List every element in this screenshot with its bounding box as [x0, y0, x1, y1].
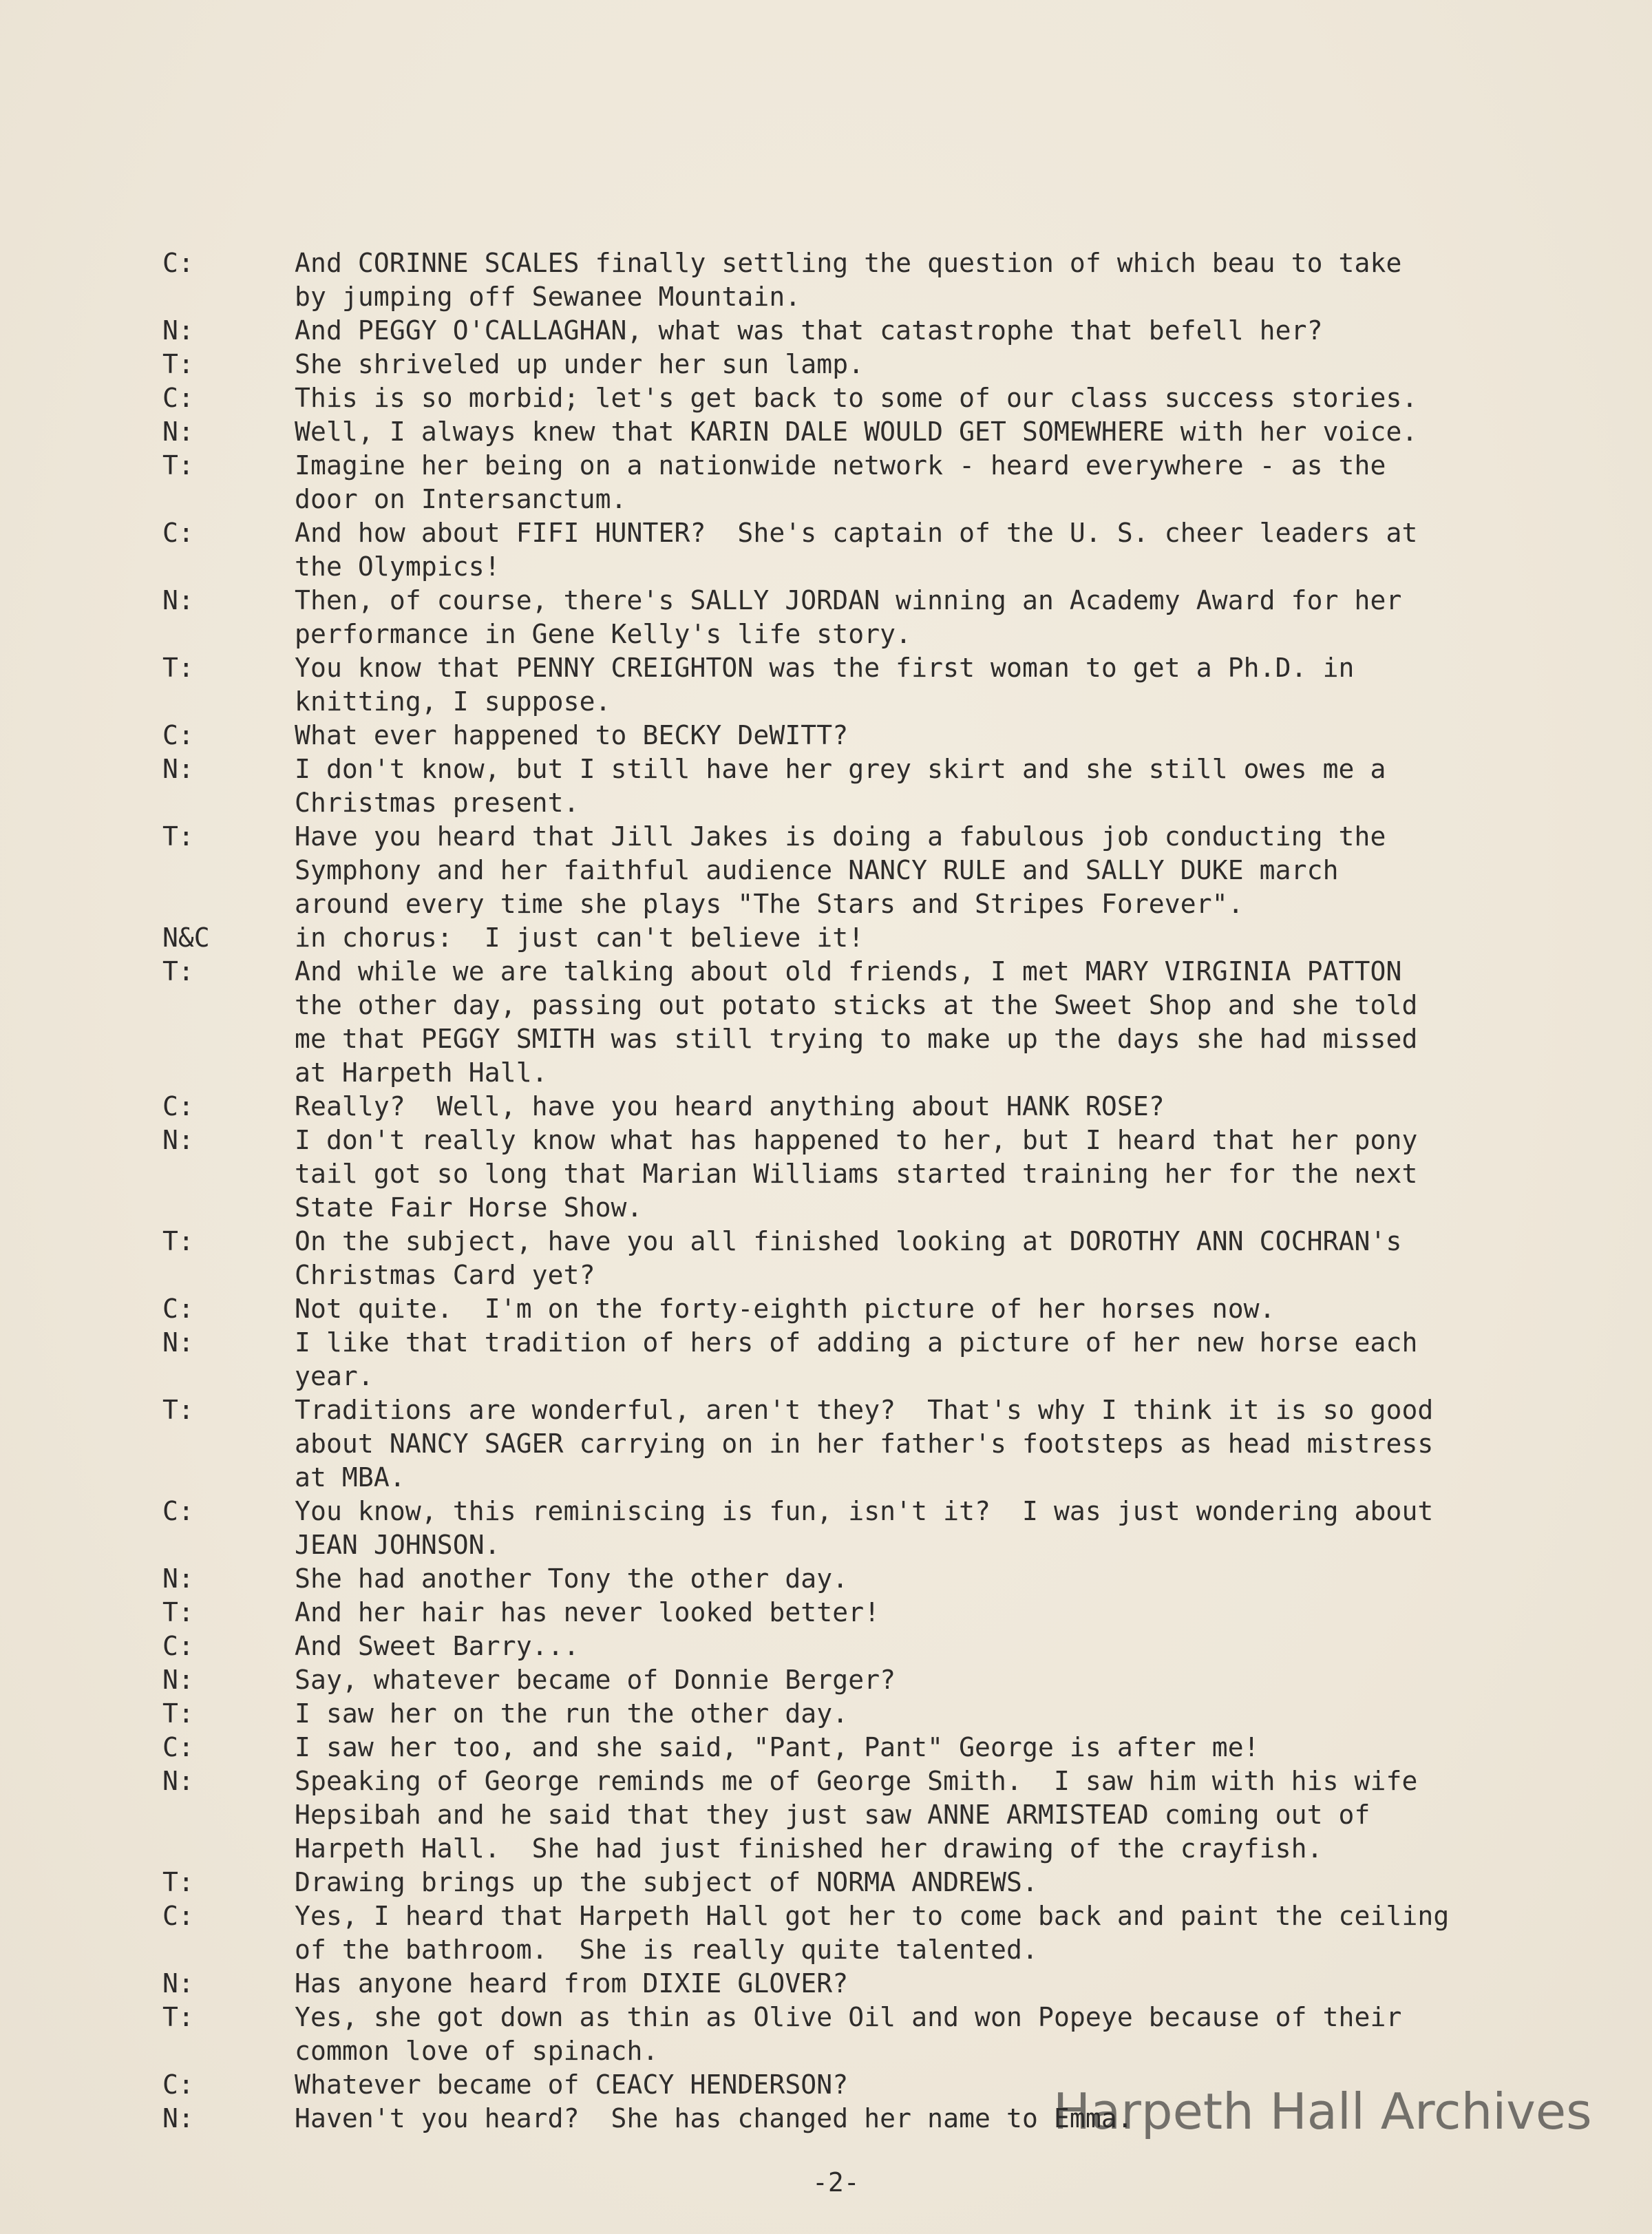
speaker-label: C:: [162, 1496, 194, 1526]
dialogue-line: [162, 1562, 1567, 1596]
line-text: And Sweet Barry...: [295, 1631, 580, 1661]
speaker-label: T:: [162, 956, 194, 987]
line-text: around every time she plays "The Stars and Stripes Forever".: [295, 889, 1244, 919]
dialogue-line: [162, 685, 1567, 719]
speaker-label: N:: [162, 585, 194, 615]
line-text: What ever happened to BECKY DeWITT?: [295, 720, 849, 750]
line-text: You know that PENNY CREIGHTON was the first woman to get a Ph.D. in: [295, 653, 1355, 683]
dialogue-line: [162, 1528, 1567, 1562]
line-text: performance in Gene Kelly's life story.: [295, 619, 912, 649]
speaker-label: C:: [162, 1901, 194, 1931]
line-text: And her hair has never looked better!: [295, 1597, 880, 1627]
speaker-label: T:: [162, 1597, 194, 1627]
dialogue-line: [162, 1427, 1567, 1461]
dialogue-line: [162, 1258, 1567, 1292]
speaker-label: T:: [162, 1698, 194, 1729]
line-text: of the bathroom. She is really quite talented.: [295, 1935, 1038, 1965]
line-text: I like that tradition of hers of adding a picture of her new horse each: [295, 1327, 1418, 1358]
speaker-label: T:: [162, 1226, 194, 1256]
line-text: She shriveled up under her sun lamp.: [295, 349, 865, 379]
dialogue-line: [162, 719, 1567, 752]
line-text: Really? Well, have you heard anything about HANK ROSE?: [295, 1091, 1165, 1121]
line-text: JEAN JOHNSON.: [295, 1530, 500, 1560]
line-text: This is so morbid; let's get back to some of our class success stories.: [295, 383, 1418, 413]
speaker-label: C:: [162, 2069, 194, 2100]
dialogue-line: [162, 1326, 1567, 1360]
speaker-label: T:: [162, 450, 194, 481]
line-text: knitting, I suppose.: [295, 686, 611, 717]
speaker-label: C:: [162, 248, 194, 278]
dialogue-line: [162, 854, 1567, 887]
dialogue-line: [162, 280, 1567, 314]
line-text: at Harpeth Hall.: [295, 1057, 548, 1088]
speaker-label: N:: [162, 2103, 194, 2133]
line-text: Yes, I heard that Harpeth Hall got her to come back and paint the ceiling: [295, 1901, 1450, 1931]
dialogue-line: [162, 1360, 1567, 1393]
dialogue-line: [162, 1393, 1567, 1427]
dialogue-line: [162, 1866, 1567, 1899]
dialogue-line: [162, 314, 1567, 348]
speaker-label: C:: [162, 383, 194, 413]
dialogue-line: [162, 1022, 1567, 1056]
speaker-label: N:: [162, 754, 194, 784]
line-text: Say, whatever became of Donnie Berger?: [295, 1665, 896, 1695]
line-text: I saw her on the run the other day.: [295, 1698, 849, 1729]
dialogue-line: [162, 2001, 1567, 2034]
speaker-label: N:: [162, 1665, 194, 1695]
line-text: And while we are talking about old friends, I met MARY VIRGINIA PATTON: [295, 956, 1402, 987]
speaker-label: C:: [162, 1294, 194, 1324]
archive-watermark: Harpeth Hall Archives: [1053, 2083, 1592, 2140]
speaker-label: N&C: [162, 923, 210, 953]
line-text: And PEGGY O'CALLAGHAN, what was that catastrophe that befell her?: [295, 315, 1323, 346]
dialogue-line: [162, 1090, 1567, 1124]
speaker-label: N:: [162, 1563, 194, 1594]
line-text: me that PEGGY SMITH was still trying to make up the days she had missed: [295, 1024, 1418, 1054]
line-text: Well, I always knew that KARIN DALE WOULD GET SOMEWHERE with her voice.: [295, 417, 1418, 447]
line-text: Symphony and her faithful audience NANCY RULE and SALLY DUKE march: [295, 855, 1339, 885]
line-text: And CORINNE SCALES finally settling the question of which beau to take: [295, 248, 1402, 278]
dialogue-line: [162, 381, 1567, 415]
line-text: year.: [295, 1361, 374, 1391]
line-text: Imagine her being on a nationwide network - heard everywhere - as the: [295, 450, 1386, 481]
dialogue-line: [162, 449, 1567, 483]
line-text: Harpeth Hall. She had just finished her drawing of the crayfish.: [295, 1833, 1323, 1864]
dialogue-line: [162, 786, 1567, 820]
line-text: common love of spinach.: [295, 2036, 659, 2066]
speaker-label: C:: [162, 720, 194, 750]
speaker-label: N:: [162, 1327, 194, 1358]
dialogue-line: [162, 1630, 1567, 1663]
line-text: State Fair Horse Show.: [295, 1192, 643, 1223]
dialogue-line: [162, 1292, 1567, 1326]
line-text: Yes, she got down as thin as Olive Oil and won Popeye because of their: [295, 2002, 1402, 2032]
dialogue-line: [162, 1663, 1567, 1697]
line-text: Have you heard that Jill Jakes is doing a fabulous job conducting the: [295, 821, 1386, 852]
speaker-label: N:: [162, 315, 194, 346]
speaker-label: C:: [162, 1631, 194, 1661]
line-text: Haven't you heard? She has changed her name to Emma.: [295, 2103, 1133, 2133]
dialogue-line: [162, 921, 1567, 955]
speaker-label: T:: [162, 349, 194, 379]
dialogue-line: [162, 752, 1567, 786]
dialogue-line: [162, 989, 1567, 1022]
line-text: by jumping off Sewanee Mountain.: [295, 282, 801, 312]
line-text: You know, this reminiscing is fun, isn't it? I was just wondering about: [295, 1496, 1434, 1526]
line-text: tail got so long that Marian Williams started training her for the next: [295, 1159, 1418, 1189]
dialogue-line: [162, 246, 1567, 280]
speaker-label: C:: [162, 518, 194, 548]
dialogue-line: [162, 1731, 1567, 1764]
line-text: Hepsibah and he said that they just saw ANNE ARMISTEAD coming out of: [295, 1800, 1370, 1830]
line-text: I saw her too, and she said, "Pant, Pant" George is after me!: [295, 1732, 1260, 1762]
dialogue-line: [162, 955, 1567, 989]
dialogue-line: [162, 2034, 1567, 2068]
line-text: Christmas present.: [295, 788, 580, 818]
speaker-label: T:: [162, 1395, 194, 1425]
line-text: in chorus: I just can't believe it!: [295, 923, 865, 953]
dialogue-line: [162, 1697, 1567, 1731]
line-text: And how about FIFI HUNTER? She's captain of the U. S. cheer leaders at: [295, 518, 1418, 548]
line-text: On the subject, have you all finished looking at DOROTHY ANN COCHRAN's: [295, 1226, 1402, 1256]
dialogue-line: [162, 1495, 1567, 1528]
dialogue-line: [162, 1967, 1567, 2001]
dialogue-line: [162, 1191, 1567, 1225]
line-text: Then, of course, there's SALLY JORDAN winning an Academy Award for her: [295, 585, 1402, 615]
dialogue-line: [162, 1899, 1567, 1933]
dialogue-line: [162, 348, 1567, 381]
dialogue-line: [162, 1124, 1567, 1157]
dialogue-line: [162, 887, 1567, 921]
line-text: Whatever became of CEACY HENDERSON?: [295, 2069, 849, 2100]
speaker-label: C:: [162, 1091, 194, 1121]
line-text: the Olympics!: [295, 551, 500, 582]
dialogue-line: [162, 415, 1567, 449]
speaker-label: C:: [162, 1732, 194, 1762]
line-text: door on Intersanctum.: [295, 484, 627, 514]
dialogue-line: [162, 1056, 1567, 1090]
line-text: Christmas Card yet?: [295, 1260, 595, 1290]
dialogue-line: [162, 1596, 1567, 1630]
line-text: She had another Tony the other day.: [295, 1563, 849, 1594]
line-text: Traditions are wonderful, aren't they? That's why I think it is so good: [295, 1395, 1434, 1425]
dialogue-line: [162, 1764, 1567, 1798]
dialogue-line: [162, 820, 1567, 854]
dialogue-line: [162, 550, 1567, 584]
line-text: I don't really know what has happened to her, but I heard that her pony: [295, 1125, 1418, 1155]
dialogue-line: [162, 1798, 1567, 1832]
dialogue-line: [162, 1832, 1567, 1866]
dialogue-line: [162, 1157, 1567, 1191]
line-text: about NANCY SAGER carrying on in her father's footsteps as head mistress: [295, 1429, 1434, 1459]
speaker-label: N:: [162, 417, 194, 447]
line-text: Not quite. I'm on the forty-eighth picture of her horses now.: [295, 1294, 1275, 1324]
dialogue-line: [162, 651, 1567, 685]
dialogue-line: [162, 483, 1567, 516]
speaker-label: T:: [162, 1867, 194, 1897]
dialogue-line: [162, 1461, 1567, 1495]
speaker-label: N:: [162, 1766, 194, 1796]
dialogue-line: [162, 516, 1567, 550]
dialogue-line: [162, 1225, 1567, 1258]
speaker-label: N:: [162, 1968, 194, 1999]
speaker-label: T:: [162, 653, 194, 683]
dialogue-line: [162, 584, 1567, 618]
speaker-label: N:: [162, 1125, 194, 1155]
page-number: -2-: [812, 2167, 860, 2198]
line-text: the other day, passing out potato sticks at the Sweet Shop and she told: [295, 990, 1418, 1020]
line-text: I don't know, but I still have her grey skirt and she still owes me a: [295, 754, 1386, 784]
line-text: Has anyone heard from DIXIE GLOVER?: [295, 1968, 849, 1999]
dialogue-line: [162, 1933, 1567, 1967]
line-text: Speaking of George reminds me of George Smith. I saw him with his wife: [295, 1766, 1418, 1796]
script-dialogue: [162, 246, 1567, 2136]
line-text: Drawing brings up the subject of NORMA ANDREWS.: [295, 1867, 1038, 1897]
dialogue-line: [162, 618, 1567, 651]
speaker-label: T:: [162, 2002, 194, 2032]
speaker-label: T:: [162, 821, 194, 852]
line-text: at MBA.: [295, 1462, 405, 1493]
